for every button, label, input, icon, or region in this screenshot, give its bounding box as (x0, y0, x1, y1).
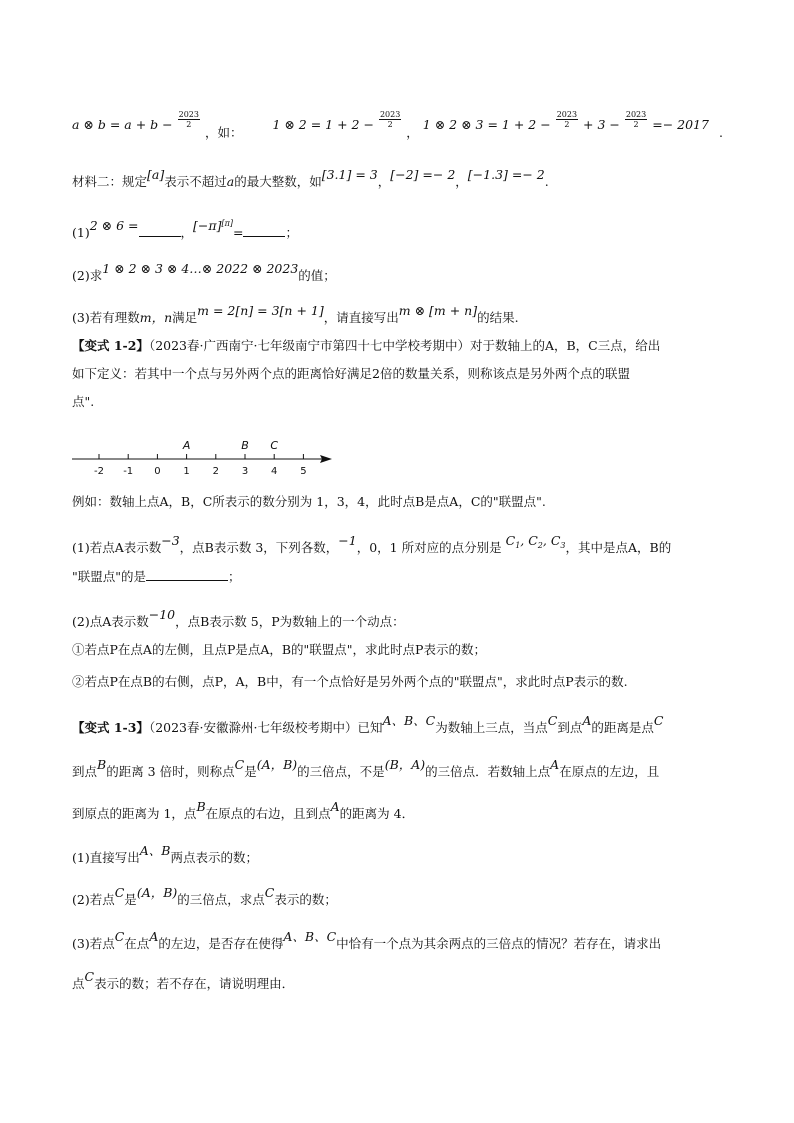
point-label-c: C (270, 439, 279, 452)
def-sep: ，如： (204, 125, 243, 140)
answer-blank[interactable] (146, 568, 228, 581)
number-line-figure (70, 432, 340, 480)
variant-1-2-part-1: (1)若点A表示数−3，点B表示数 3，下列各数，−1，0，1 所对应的点分别是 $C_1$, $C_2$, $C_3$，其中是点A，B的 (72, 533, 672, 555)
variant-1-3-question-1: (1)直接写出A、B两点表示的数； (72, 843, 258, 865)
variant-1-3-line-1: 【变式 1-3】（2023春·安徽滁州·七年级校考期中）已知A、B、C为数轴上三点，当点C到点A的距离是点C (72, 713, 664, 735)
variant-1-2-line-3: 点". (72, 394, 95, 409)
def-formula: a ⊗ b = a + b − (72, 117, 173, 132)
tick-label: 2 (212, 466, 219, 477)
variant-1-3-line-2: 到点B的距离 3 倍时，则称点C是(A，B)的三倍点，不是(B，A)的三倍点．若数轴上点A在原点的左边，且 (72, 757, 660, 779)
answer-blank[interactable] (139, 224, 181, 237)
fraction: $\frac{2023}{2}$ (178, 110, 199, 129)
variant-1-3-line-3: 到原点的距离为 1，点B在原点的右边，且到点A的距离为 4． (72, 799, 415, 821)
variant-1-2-line-1: 【变式 1-2】（2023春·广西南宁·七年级南宁市第四十七中学校考期中）对于数轴上的A，B，C三点，给出 (72, 338, 661, 353)
question-3: (3)若有理数m，n满足m = 2[n] = 3[n + 1]，请直接写出m ⊗ [m + n]的结果. (72, 303, 519, 325)
variant-1-3-question-2: (2)若点C是(A，B)的三倍点，求点C表示的数； (72, 885, 337, 907)
point-label-a: A (182, 439, 191, 452)
variant-tag: 【变式 1-3】 (72, 720, 149, 735)
definition-line: a ⊗ b = a + b − $\frac{2023}{2}$ ，如： 1 ⊗ 2 = 1 + 2 − $\frac{2023}{2}$ ， 1 ⊗ 2 ⊗ 3 = 1 + 2 − $\frac{2023}{2}$ + 3 − $\frac{2023}{2}$ =− 2017 . (72, 110, 723, 140)
tick-label: 4 (271, 466, 278, 477)
variant-1-2-part-2: (2)点A表示数−10，点B表示数 5，P为数轴上的一个动点： (72, 607, 405, 629)
tick-label: 3 (241, 466, 249, 477)
example-1: 1 ⊗ 2 = 1 + 2 − (272, 117, 374, 132)
answer-blank[interactable] (243, 224, 285, 237)
variant-1-3-question-3: (3)若点C在点A的左边，是否存在使得A、B、C中恰有一个点为其余两点的三倍点的情况？若存在，请求出 (72, 929, 662, 951)
question-1: (1)2 ⊗ 6 = ，[−π][π]= ； (72, 218, 298, 240)
question-2: (2)求1 ⊗ 2 ⊗ 3 ⊗ 4…⊗ 2022 ⊗ 2023的值； (72, 261, 336, 283)
tick-label: -2 (94, 466, 104, 477)
variant-tag: 【变式 1-2】 (72, 338, 149, 353)
tick-label: 0 (154, 466, 161, 477)
tick-label: 5 (300, 466, 307, 477)
fraction: $\frac{2023}{2}$ (379, 110, 401, 129)
points-c1-c2-c3: $C_1$, $C_2$, $C_3$ (505, 533, 566, 550)
variant-1-2-part-2-i: ①若点P在点A的左侧，且点P是点A，B的"联盟点"，求此时点P表示的数； (72, 642, 486, 657)
example-2: 1 ⊗ 2 ⊗ 3 = 1 + 2 − (422, 117, 551, 132)
fraction: $\frac{2023}{2}$ (556, 110, 578, 129)
variant-1-2-example: 例如：数轴上点A，B，C所表示的数分别为 1，3，4，此时点B是点A，C的"联盟点". (72, 494, 546, 509)
variant-1-2-line-2: 如下定义：若其中一个点与另外两个点的距离恰好满足2倍的数量关系，则称该点是另外两个点的联盟 (72, 366, 630, 381)
variant-1-2-part-1-line-2: "联盟点"的是 ； (72, 569, 241, 584)
tick-label: 1 (183, 466, 190, 477)
material-2-line: 材料二：规定[a]表示不超过a的最大整数，如[3.1] = 3，[−2] =− 2，[−1.3] =− 2. (72, 167, 549, 189)
variant-1-3-question-3-line-2: 点C表示的数；若不存在，请说明理由． (72, 969, 295, 991)
point-label-b: B (241, 439, 249, 452)
tick-label: -1 (123, 466, 134, 477)
fraction: $\frac{2023}{2}$ (625, 110, 647, 129)
variant-1-2-part-2-ii: ②若点P在点B的右侧，点P，A，B中，有一个点恰好是另外两个点的"联盟点"，求此时点P表示的数. (72, 674, 628, 689)
